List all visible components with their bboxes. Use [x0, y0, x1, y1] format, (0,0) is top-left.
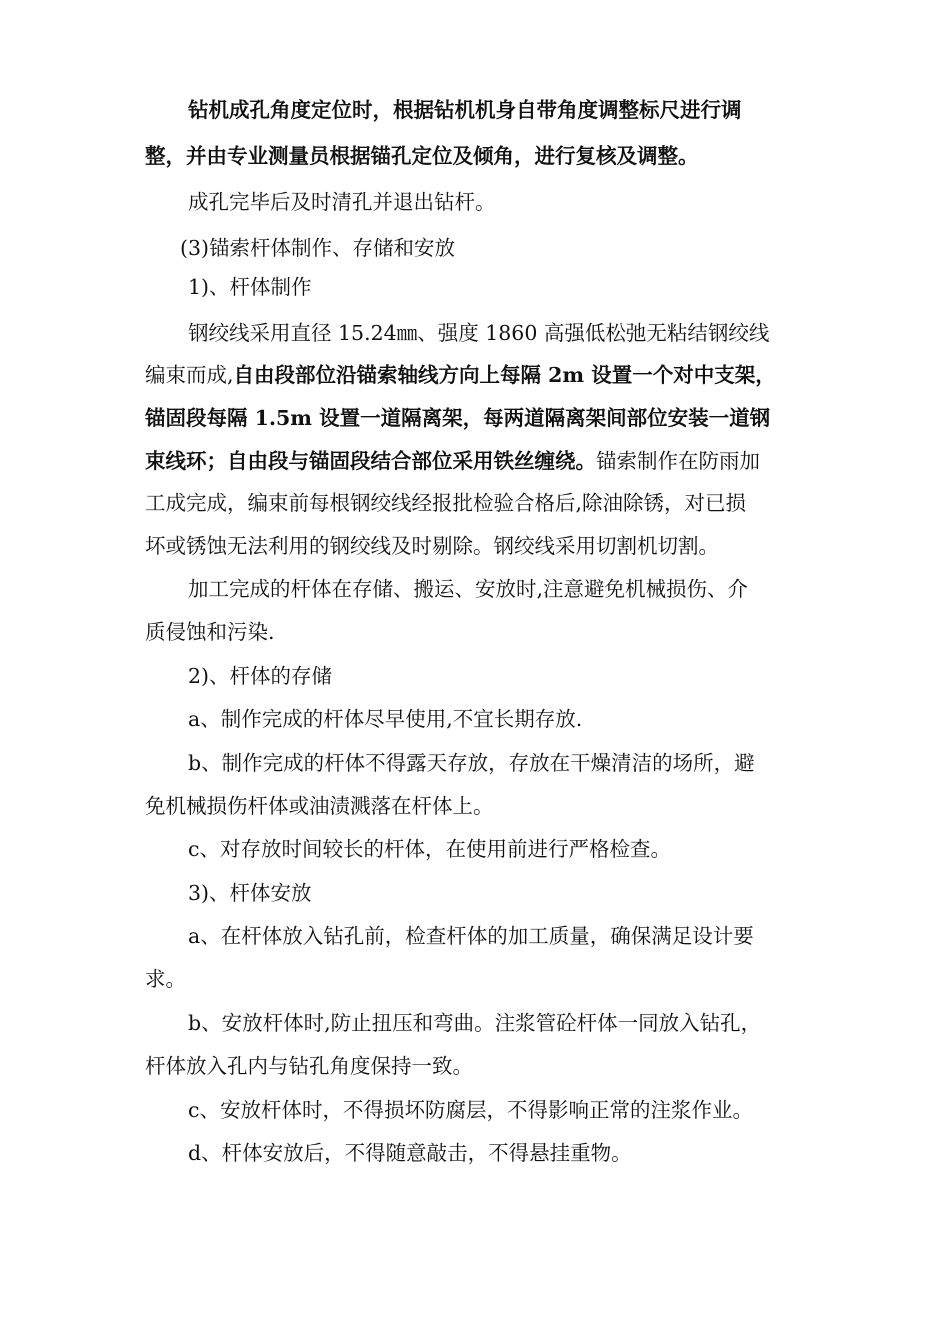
text: a、在杆体放入钻孔前，检查杆体的加工质量，确保满足设计要: [188, 924, 754, 948]
subheading-2: [188, 662, 332, 690]
text: a、制作完成的杆体尽早使用,不宜长期存放.: [188, 707, 583, 731]
text-line-8: [145, 404, 770, 432]
text-line-25: [188, 1139, 632, 1167]
text-line-12: [188, 575, 748, 603]
text-line-20: [188, 922, 754, 950]
heading-text: (3)锚索杆体制作、存储和安放: [180, 236, 456, 260]
text-line-15: [188, 705, 582, 733]
text: 钢绞线采用直径 15.24㎜、强度 1860 高强低松弛无粘结钢绞线: [188, 321, 770, 345]
text: b、制作完成的杆体不得露天存放，存放在干燥清洁的场所，避: [188, 751, 755, 775]
bold-text: 钻机成孔角度定位时，根据钻机机身自带角度调整标尺进行调: [188, 98, 742, 122]
text-line-3: [188, 188, 496, 216]
text: 加工完成的杆体在存储、搬运、安放时,注意避免机械损伤、介: [188, 577, 749, 601]
text: 坏或锈蚀无法利用的钢绞线及时剔除。钢绞线采用切割机切割。: [145, 534, 719, 558]
text-line-18: [188, 835, 671, 863]
text-line-13: [145, 618, 275, 646]
text: 编束而成,: [145, 363, 234, 387]
text-line-1: [188, 96, 742, 124]
text: b、安放杆体时,防止扭压和弯曲。注浆管砼杆体一同放入钻孔，: [188, 1011, 762, 1035]
text-line-24: [188, 1096, 753, 1124]
text-line-11: [145, 532, 719, 560]
section-heading-3: [180, 234, 455, 262]
text: 免机械损伤杆体或油渍溅落在杆体上。: [145, 794, 494, 818]
subheading-1: [188, 273, 312, 301]
text-line-16: [188, 749, 755, 777]
text: 质侵蚀和污染.: [145, 620, 275, 644]
text: 杆体放入孔内与钻孔角度保持一致。: [145, 1054, 473, 1078]
text: d、杆体安放后，不得随意敲击，不得悬挂重物。: [188, 1141, 632, 1165]
text-line-23: [145, 1052, 473, 1080]
text: c、安放杆体时，不得损坏防腐层，不得影响正常的注浆作业。: [188, 1098, 753, 1122]
text: 成孔完毕后及时清孔并退出钻杆。: [188, 190, 496, 214]
text-line-10: [145, 489, 746, 517]
subheading-3: [188, 879, 312, 907]
text: c、对存放时间较长的杆体，在使用前进行严格检查。: [188, 837, 671, 861]
heading-text: 2)、杆体的存储: [188, 664, 333, 688]
bold-text: 锚固段每隔 1.5m 设置一道隔离架，每两道隔离架间部位安装一道钢: [145, 406, 771, 430]
heading-text: 3)、杆体安放: [188, 881, 312, 905]
text: 求。: [145, 967, 186, 991]
text: 工成完成，编束前每根钢绞线经报批检验合格后,除油除锈，对已损: [145, 491, 747, 515]
text-line-17: [145, 792, 494, 820]
bold-text: 自由段部位沿锚索轴线方向上每隔 2m 设置一个对中支架，: [233, 363, 776, 387]
text-line-22: [188, 1009, 761, 1037]
text-line-2: [145, 142, 699, 170]
text-line-7: [145, 361, 776, 389]
heading-text: 1)、杆体制作: [188, 275, 312, 299]
text-line-9: [145, 447, 760, 475]
text: 锚索制作在防雨加: [596, 449, 760, 473]
text-line-6: [188, 319, 769, 347]
bold-text: 整，并由专业测量员根据锚孔定位及倾角，进行复核及调整。: [145, 144, 699, 168]
text-line-21: [145, 965, 186, 993]
bold-text: 束线环；自由段与锚固段结合部位采用铁丝缠绕。: [145, 449, 596, 473]
